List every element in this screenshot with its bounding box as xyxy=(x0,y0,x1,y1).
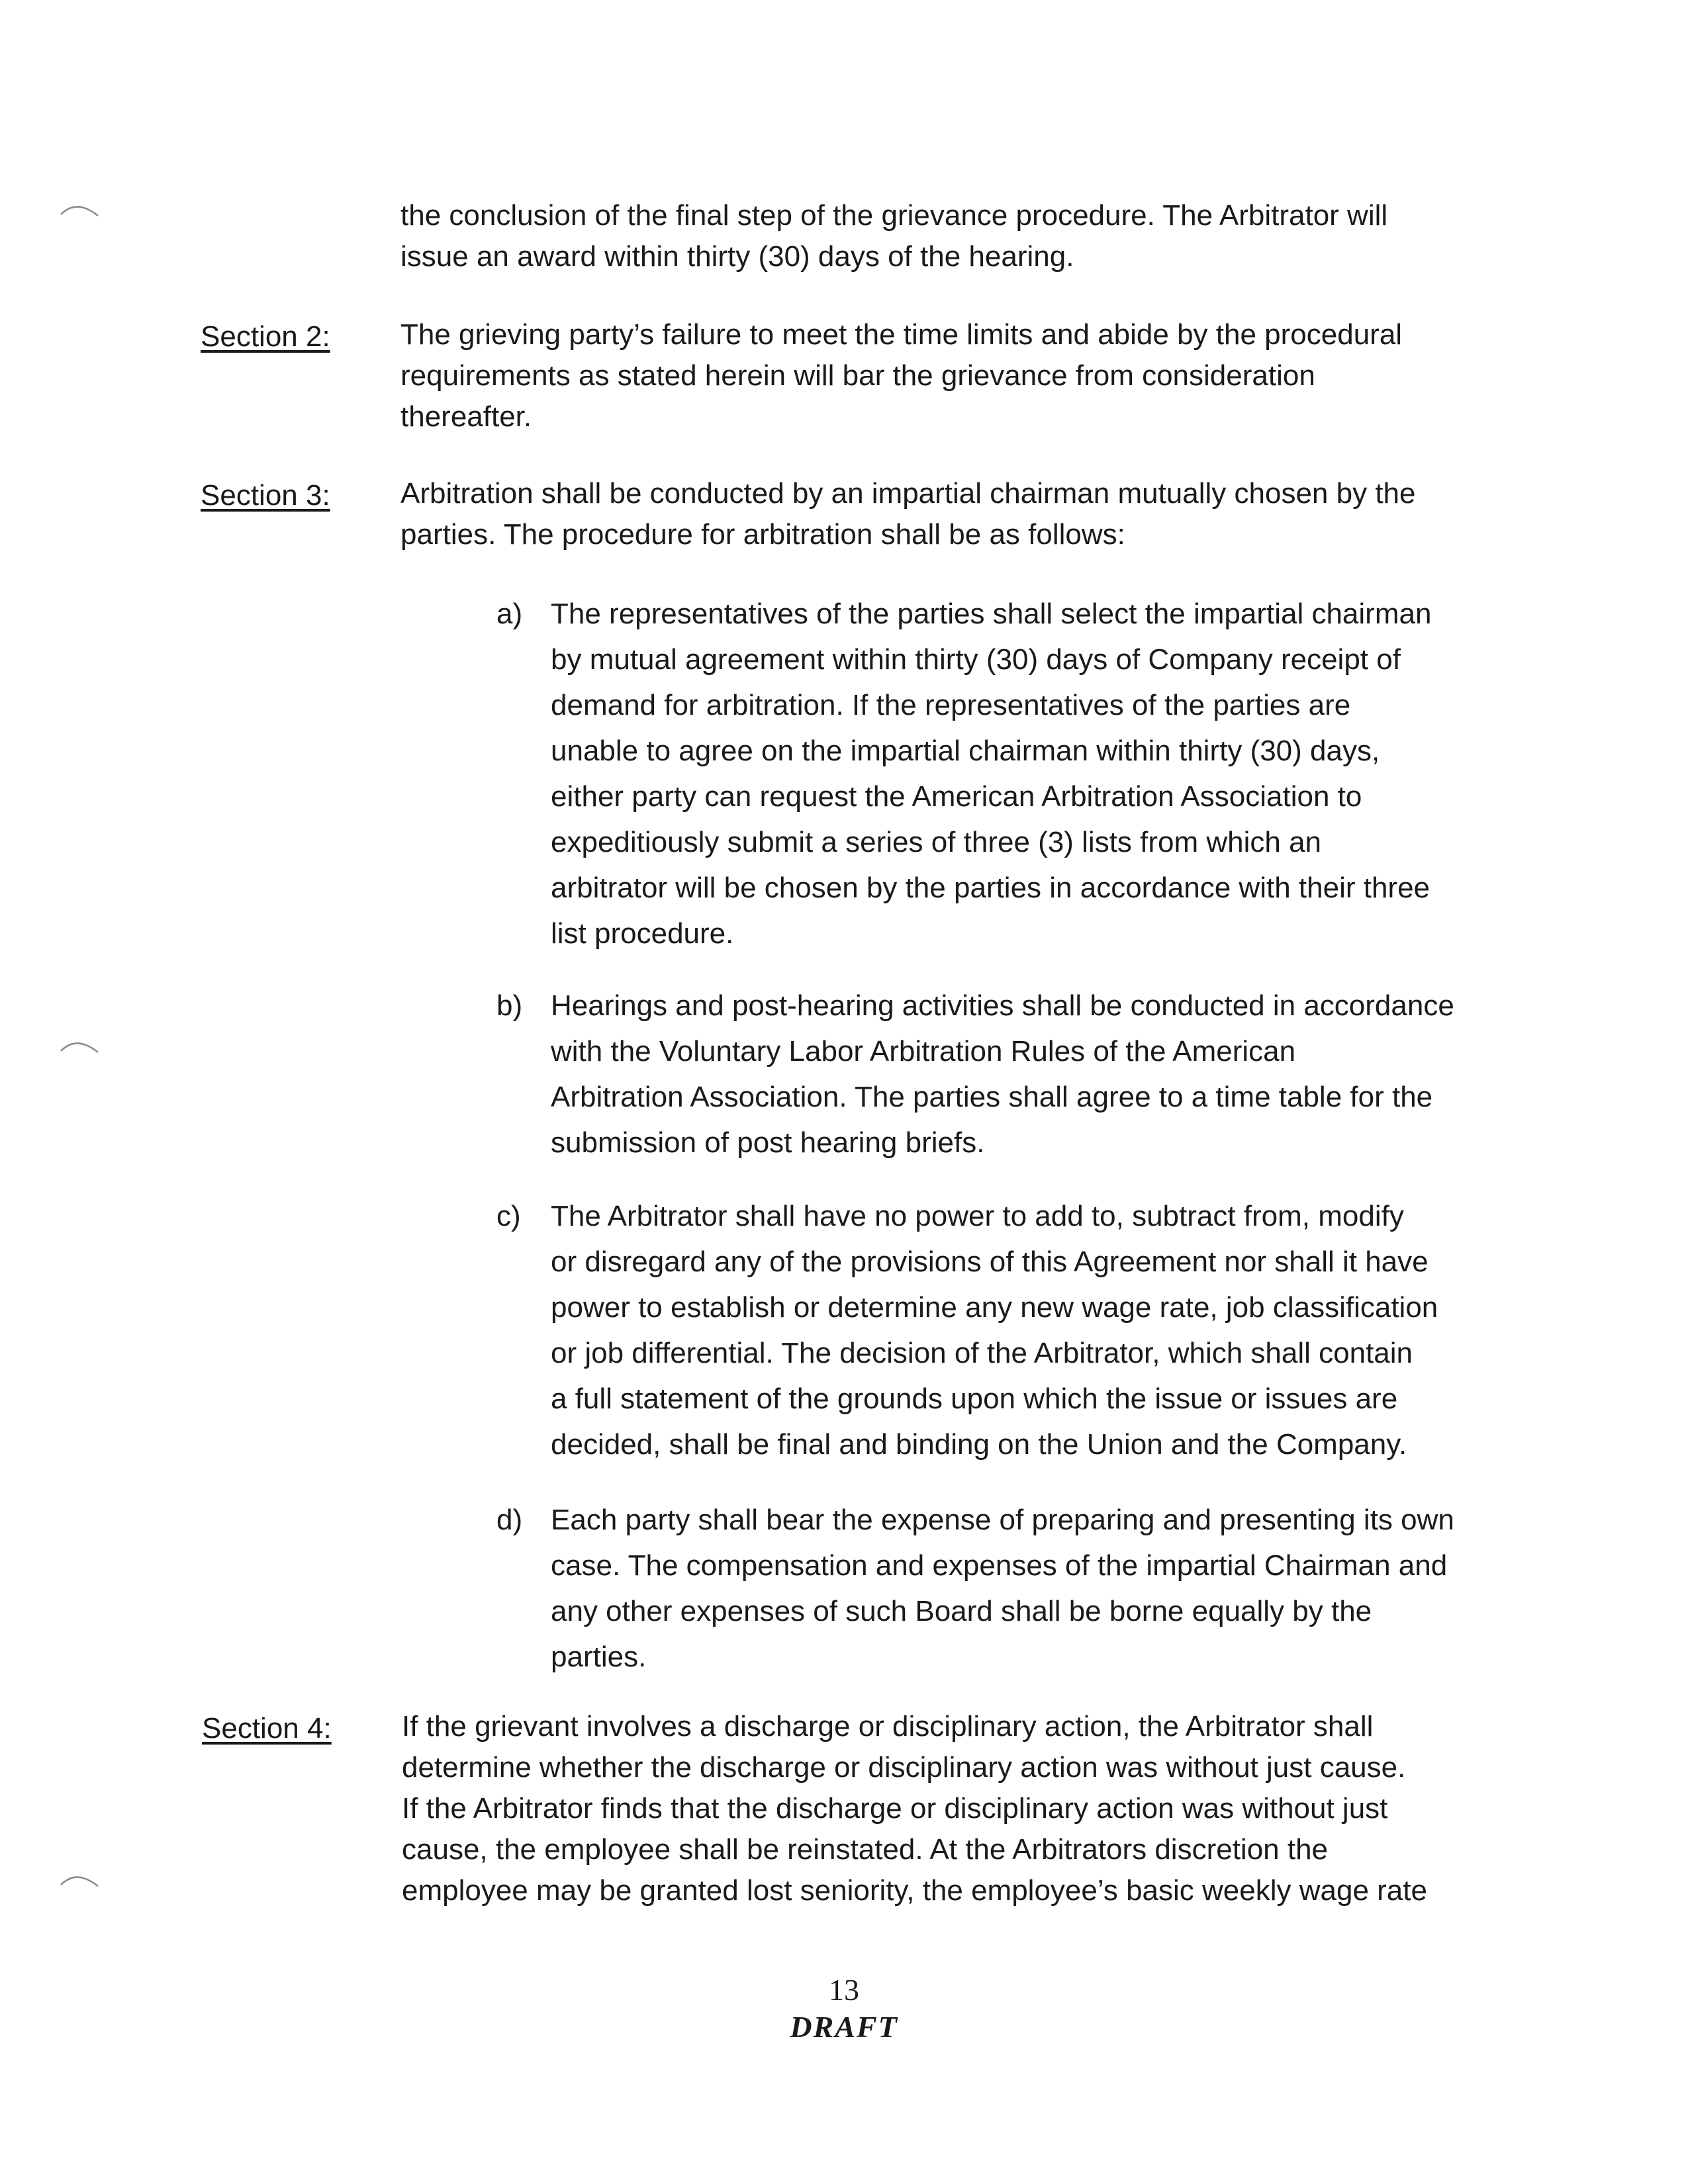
list-marker: b) xyxy=(496,989,523,1022)
list-item-line: arbitrator will be chosen by the parties in accordance with their three xyxy=(551,872,1430,904)
list-marker: a) xyxy=(496,598,523,630)
section-3-body xyxy=(400,473,1486,555)
section-4-body xyxy=(402,1706,1487,1911)
page-number: 13 xyxy=(829,1973,859,2007)
list-item-line: decided, shall be final and binding on the Union and the Company. xyxy=(551,1428,1407,1461)
section-2-line: requirements as stated herein will bar the grievance from consideration xyxy=(400,359,1315,392)
list-item-text xyxy=(551,1497,1484,1680)
list-item-line: or job differential. The decision of the Arbitrator, which shall contain xyxy=(551,1337,1413,1369)
punch-hole-mark-bottom xyxy=(58,1866,105,1893)
list-item-line: a full statement of the grounds upon which the issue or issues are xyxy=(551,1383,1398,1415)
list-item-line: or disregard any of the provisions of this Agreement nor shall it have xyxy=(551,1246,1429,1278)
section-2-label: Section 2: xyxy=(201,320,330,353)
punch-hole-mark-middle xyxy=(58,1032,105,1059)
section-4-label: Section 4: xyxy=(202,1712,332,1745)
section-4-line: cause, the employee shall be reinstated. At the Arbitrators discretion the xyxy=(402,1833,1329,1866)
list-item-line: expeditiously submit a series of three (3) lists from which an xyxy=(551,826,1322,858)
list-item-line: case. The compensation and expenses of the impartial Chairman and xyxy=(551,1549,1448,1582)
section-4-line: employee may be granted lost seniority, the employee’s basic weekly wage rate xyxy=(402,1874,1427,1907)
section-3-line: Arbitration shall be conducted by an impartial chairman mutually chosen by the xyxy=(400,477,1416,510)
intro-paragraph xyxy=(400,195,1486,277)
list-item-line: Arbitration Association. The parties shall agree to a time table for the xyxy=(551,1081,1433,1113)
list-item-text xyxy=(551,1193,1484,1467)
list-item-line: by mutual agreement within thirty (30) days of Company receipt of xyxy=(551,643,1401,676)
section-3-line: parties. The procedure for arbitration shall be as follows: xyxy=(400,518,1125,551)
list-item-line: with the Voluntary Labor Arbitration Rules of the American xyxy=(551,1035,1296,1068)
list-item-line: unable to agree on the impartial chairman within thirty (30) days, xyxy=(551,735,1380,767)
list-item-line: list procedure. xyxy=(551,917,734,950)
list-item-line: The Arbitrator shall have no power to add to, subtract from, modify xyxy=(551,1200,1404,1232)
list-item-line: any other expenses of such Board shall be borne equally by the xyxy=(551,1595,1372,1627)
section-4-line: determine whether the discharge or disciplinary action was without just cause. xyxy=(402,1751,1406,1784)
list-item-line: Each party shall bear the expense of preparing and presenting its own xyxy=(551,1504,1454,1536)
list-item-line: demand for arbitration. If the representatives of the parties are xyxy=(551,689,1351,721)
list-item-text xyxy=(551,591,1484,956)
section-2-body xyxy=(400,314,1486,437)
list-marker: c) xyxy=(496,1200,521,1232)
draft-watermark: DRAFT xyxy=(790,2010,898,2044)
section-2-line: thereafter. xyxy=(400,400,532,433)
list-item-line: The representatives of the parties shall select the impartial chairman xyxy=(551,598,1432,630)
list-item-line: parties. xyxy=(551,1641,647,1673)
list-item-line: either party can request the American Arbitration Association to xyxy=(551,780,1362,813)
section-2-line: The grieving party’s failure to meet the time limits and abide by the procedural xyxy=(400,318,1403,351)
intro-line: issue an award within thirty (30) days of the hearing. xyxy=(400,240,1074,273)
list-item-line: submission of post hearing briefs. xyxy=(551,1126,985,1159)
punch-hole-mark-top xyxy=(58,196,105,222)
intro-line: the conclusion of the final step of the grievance procedure. The Arbitrator will xyxy=(400,199,1388,232)
list-item-text xyxy=(551,983,1484,1165)
list-item-line: power to establish or determine any new wage rate, job classification xyxy=(551,1291,1438,1324)
section-3-label: Section 3: xyxy=(201,479,330,512)
list-marker: d) xyxy=(496,1504,523,1536)
list-item-line: Hearings and post-hearing activities shall be conducted in accordance xyxy=(551,989,1454,1022)
section-4-line: If the grievant involves a discharge or disciplinary action, the Arbitrator shall xyxy=(402,1710,1374,1743)
section-4-line: If the Arbitrator finds that the discharge or disciplinary action was without just xyxy=(402,1792,1388,1825)
